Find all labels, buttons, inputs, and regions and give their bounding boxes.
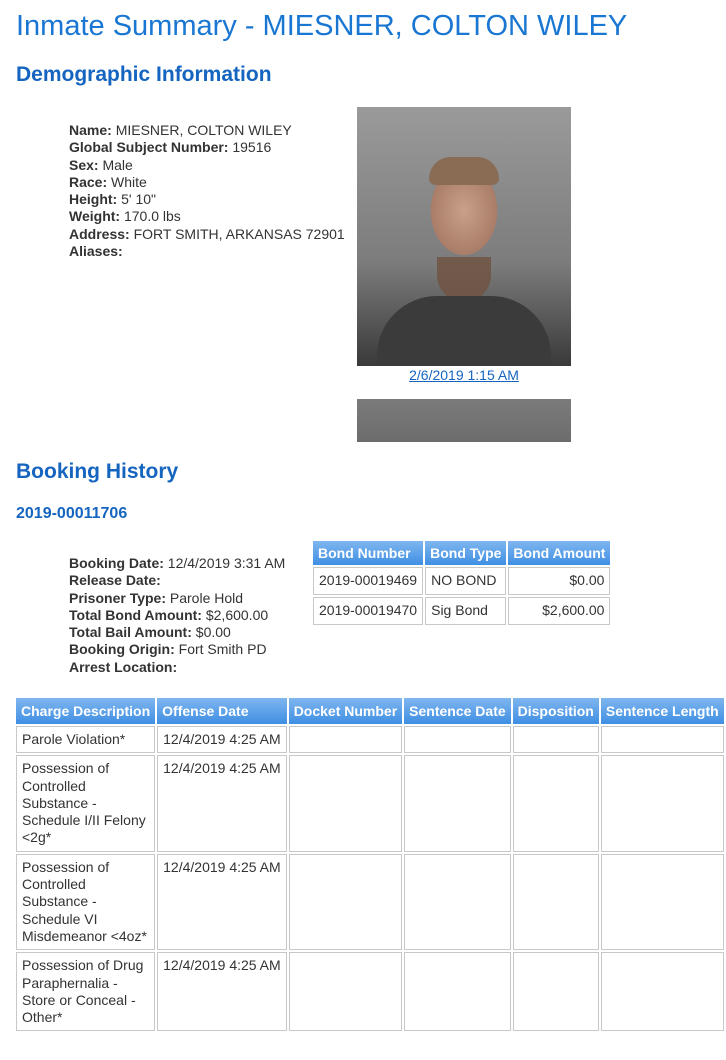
photo-date-link[interactable]: 2/6/2019 1:15 AM bbox=[409, 367, 519, 383]
sentence-date-cell bbox=[404, 854, 510, 950]
booking-date: Booking Date: 12/4/2019 3:31 AM bbox=[69, 555, 286, 571]
docket-number-cell bbox=[289, 952, 402, 1031]
sentence-date-cell bbox=[404, 952, 510, 1031]
offense-date-cell: 12/4/2019 4:25 AM bbox=[157, 755, 287, 851]
sentence-length-cell bbox=[601, 726, 724, 753]
charge-description-cell: Parole Violation* bbox=[16, 726, 155, 753]
bond-amount-cell: $2,600.00 bbox=[508, 597, 610, 625]
bond-table bbox=[311, 539, 612, 627]
bond-number-cell: 2019-00019469 bbox=[313, 567, 423, 595]
charge-description-header: Charge Description bbox=[16, 698, 155, 724]
booking-origin: Booking Origin: Fort Smith PD bbox=[69, 641, 267, 658]
secondary-photo[interactable] bbox=[357, 399, 571, 442]
total-bond-amount: Total Bond Amount: $2,600.00 bbox=[69, 606, 269, 623]
sentence-length-cell bbox=[601, 854, 724, 950]
booking-info bbox=[69, 555, 285, 676]
sentence-length-cell bbox=[601, 952, 724, 1031]
disposition-cell bbox=[513, 755, 599, 851]
charge-description-cell: Possession of Controlled Substance - Schedule VI Misdemeanor <4oz* bbox=[16, 854, 155, 950]
release-date: Release Date: bbox=[69, 572, 161, 589]
table-row bbox=[16, 755, 724, 851]
offense-date-cell: 12/4/2019 4:25 AM bbox=[157, 854, 287, 950]
sentence-date-cell bbox=[404, 726, 510, 753]
charge-description-cell: Possession of Controlled Substance - Schedule I/II Felony <2g* bbox=[16, 755, 155, 851]
info-weight: Weight: 170.0 lbs bbox=[69, 208, 181, 225]
table-row bbox=[16, 952, 724, 1031]
booking-number: 2019-00011706 bbox=[16, 505, 128, 522]
offense-date-cell: 12/4/2019 4:25 AM bbox=[157, 952, 287, 1031]
disposition-header: Disposition bbox=[513, 698, 599, 724]
info-race: Race: White bbox=[69, 173, 147, 190]
sentence-length-header: Sentence Length bbox=[601, 698, 724, 724]
info-address: Address: FORT SMITH, ARKANSAS 72901 bbox=[69, 225, 345, 242]
info-sex: Sex: Male bbox=[69, 156, 133, 173]
table-row bbox=[16, 854, 724, 950]
arrest-location: Arrest Location: bbox=[69, 658, 178, 675]
docket-number-cell bbox=[289, 755, 402, 851]
table-row bbox=[16, 726, 724, 753]
bond-amount-header: Bond Amount bbox=[508, 541, 610, 565]
bond-type-cell: Sig Bond bbox=[425, 597, 506, 625]
booking-history-heading: Booking History bbox=[16, 460, 179, 483]
bond-number-cell: 2019-00019470 bbox=[313, 597, 423, 625]
docket-number-header: Docket Number bbox=[289, 698, 402, 724]
sentence-length-cell bbox=[601, 755, 724, 851]
table-row bbox=[313, 597, 610, 625]
demographic-heading: Demographic Information bbox=[16, 63, 272, 86]
total-bail-amount: Total Bail Amount: $0.00 bbox=[69, 624, 231, 641]
table-row bbox=[313, 567, 610, 595]
charge-description-cell: Possession of Drug Paraphernalia - Store or Conceal - Other* bbox=[16, 952, 155, 1031]
demographic-info bbox=[69, 122, 345, 260]
charges-table bbox=[14, 696, 726, 1033]
bond-amount-cell: $0.00 bbox=[508, 567, 610, 595]
prisoner-type: Prisoner Type: Parole Hold bbox=[69, 589, 244, 606]
bond-type-cell: NO BOND bbox=[425, 567, 506, 595]
sentence-date-header: Sentence Date bbox=[404, 698, 510, 724]
bond-number-header: Bond Number bbox=[313, 541, 423, 565]
info-global-subject-number: Global Subject Number: 19516 bbox=[69, 139, 272, 156]
page-title: Inmate Summary - MIESNER, COLTON WILEY bbox=[16, 10, 628, 42]
disposition-cell bbox=[513, 952, 599, 1031]
offense-date-cell: 12/4/2019 4:25 AM bbox=[157, 726, 287, 753]
info-name: Name: MIESNER, COLTON WILEY bbox=[69, 122, 292, 138]
info-aliases: Aliases: bbox=[69, 243, 123, 260]
sentence-date-cell bbox=[404, 755, 510, 851]
bond-type-header: Bond Type bbox=[425, 541, 506, 565]
disposition-cell bbox=[513, 854, 599, 950]
offense-date-header: Offense Date bbox=[157, 698, 287, 724]
docket-number-cell bbox=[289, 854, 402, 950]
info-height: Height: 5' 10" bbox=[69, 191, 156, 208]
docket-number-cell bbox=[289, 726, 402, 753]
disposition-cell bbox=[513, 726, 599, 753]
mugshot-photo[interactable] bbox=[357, 107, 571, 366]
